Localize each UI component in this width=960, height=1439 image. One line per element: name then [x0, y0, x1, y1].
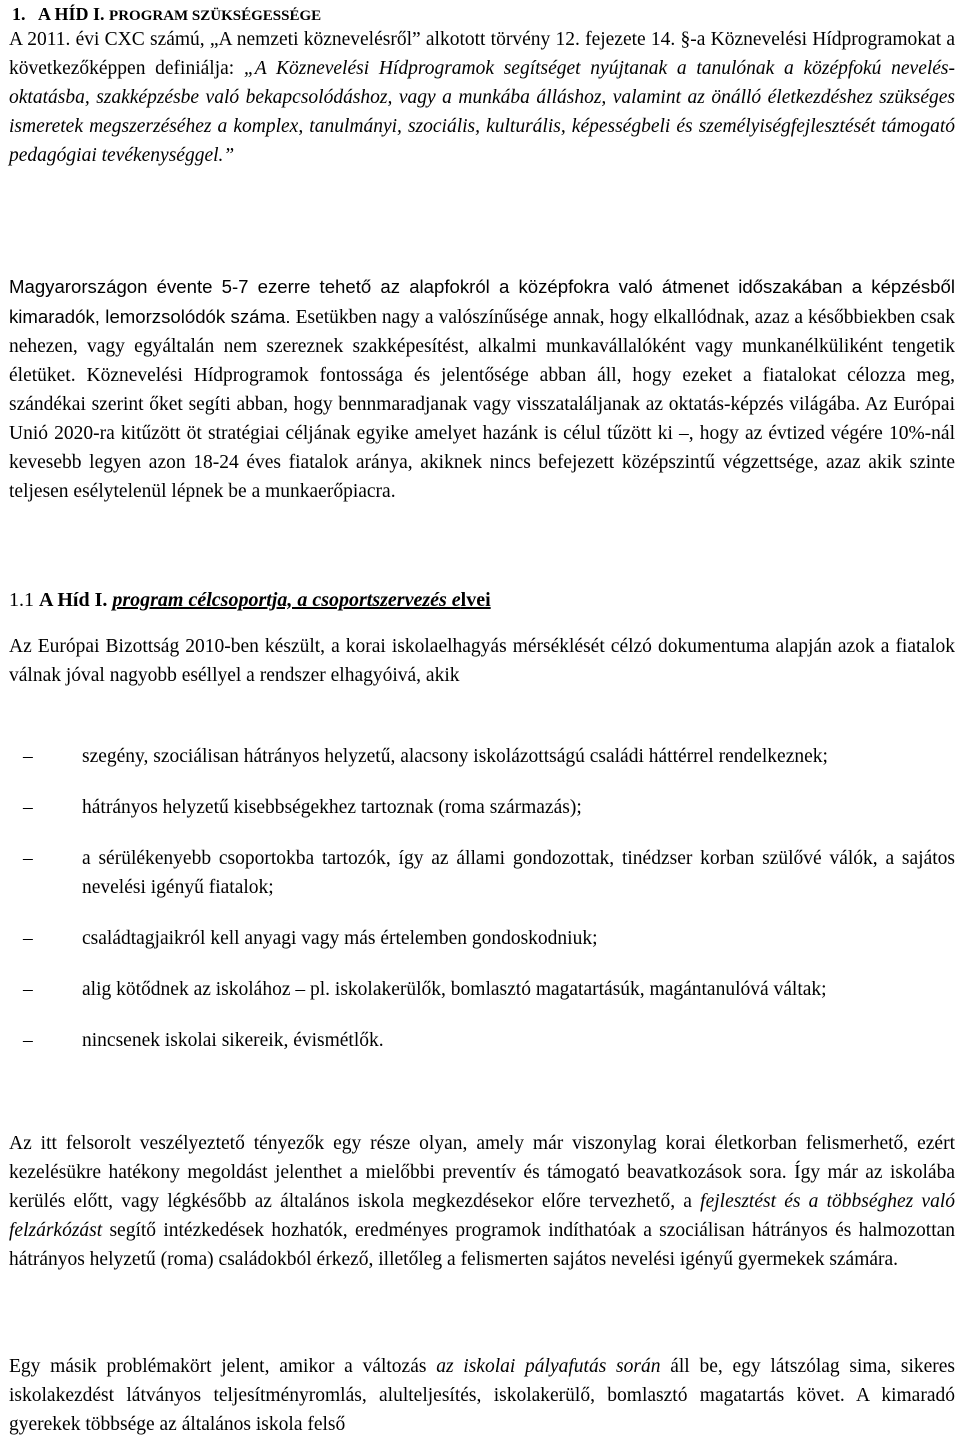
statistics-serif-text: Esetükben nagy a valószínűsége annak, hogy elkallódnak, azaz a későbbiekben csak nehezen, vagy egyáltalán nem szereznek szakképesítést, alkalmi munkavállalóként vagy munkanélküliként tengetik életüket. Köznevelési Hídprogramok fontossága és jelentősége abban áll, hogy ezeket a fiatalokat célozza meg, szándékai szerint őket segíti abban, hogy bennmaradjanak vagy visszataláljanak az oktatás-képzés világába. Az Európai Unió 2020-ra kitűzött öt stratégiai céljának egyike amelyet hazánk is célul tűzött ki –, hogy az évtized végére 10%-nál kevesebb legyen azon 18-24 éves fiatalok aránya, akiknek nincs befejezett középszintű végzettsége, azaz akik szinte teljesen esélytelenül lépnek be a munkaerőpiacra.: [9, 307, 956, 502]
risk-intro-paragraph: [9, 632, 955, 690]
risk-factor-list: [9, 742, 955, 1055]
dash-bullet: –: [23, 1030, 33, 1051]
section-title-italic: program célcsoportja, a csoportszervezés e: [112, 589, 461, 611]
school-career-text-2: áll be, egy látszólag sima, sikeres iskolakezdést látványos teljesítményromlás, alulteljesítés, iskolakerülő, bomlasztó magatartás követ. A kimaradó gyerekek többsége az általános iskola felső: [9, 1356, 956, 1435]
list-item: [9, 742, 955, 771]
list-item: [9, 844, 955, 902]
dash-bullet: –: [23, 797, 33, 818]
intro-quote: „A Köznevelési Hídprogramok segítséget nyújtanak a tanulónak a középfokú nevelés-oktatásba, szakképzésbe való bekapcsolódáshoz, vagy a munkába álláshoz, valamint az önálló életkezdéshez szükséges ismeretek megszerzéséhez a komplex, tanulmányi, szociális, kulturális, képességbeli és személyiségfejlesztését támogató pedagógiai tevékenységgel.”: [9, 58, 955, 166]
chapter-number: 1.: [12, 4, 26, 24]
list-item: [9, 924, 955, 953]
section-title-bold: A Híd I.: [39, 589, 108, 611]
list-item: [9, 1026, 955, 1055]
school-career-text-1: Egy másik problémakört jelent, amikor a változás: [9, 1356, 427, 1377]
list-item-text: szegény, szociálisan hátrányos helyzetű, alacsony iskolázottságú családi háttérrel rendelkeznek;: [82, 746, 828, 767]
intro-text: A 2011. évi CXC számú, „A nemzeti köznevelésről” alkotott törvény 12. fejezete 14. §-a Köznevelési Hídprogramokat a következőképpen definiálja:: [9, 29, 955, 79]
statistics-paragraph: [9, 272, 955, 506]
dash-bullet: –: [23, 848, 33, 869]
prevention-italic: fejlesztést és a többséghez való felzárkózást: [9, 1191, 956, 1241]
list-item-text: alig kötődnek az iskolához – pl. iskolakerülők, bomlasztó magatartásúk, magántanulóvá váltak;: [82, 979, 827, 1000]
risk-intro-text: Az Európai Bizottság 2010-ben készült, a korai iskolaelhagyás mérséklését célzó dokumentuma alapján azok a fiatalok válnak jóval nagyobb eséllyel a rendszer elhagyóivá, akik: [9, 636, 955, 686]
chapter-title-rest: PROGRAM SZÜKSÉGESSÉGE: [109, 8, 322, 24]
prevention-paragraph: [9, 1129, 955, 1274]
prevention-text-2: segítő intézkedések hozhatók, eredményes programok indíthatóak a szociálisan hátrányos és halmozottan hátrányos helyzetű (roma) családokból érkező, illetőleg a felismerten sajátos nevelési igényű gyermekek számára.: [9, 1220, 956, 1270]
list-item-text: hátrányos helyzetű kisebbségekhez tartoznak (roma származás);: [82, 797, 582, 818]
intro-paragraph: [9, 25, 955, 170]
list-item: [9, 793, 955, 822]
dash-bullet: –: [23, 746, 33, 767]
prevention-text-1: Az itt felsorolt veszélyeztető tényezők egy része olyan, amely már viszonylag korai életkorban felismerhető, ezért kezelésükre hatékony megoldást jelenthet a mielőbbi preventív és támogató beavatkozások sora. Így már az iskolába kerülés előtt, vagy légkésőbb az általános iskola megkezdésekor előre tervezhető, a: [9, 1133, 955, 1212]
list-item-text: családtagjaikról kell anyagi vagy más értelemben gondoskodniuk;: [82, 928, 598, 949]
dash-bullet: –: [23, 928, 33, 949]
dash-bullet: –: [23, 979, 33, 1000]
school-career-italic: az iskolai pályafutás során: [436, 1356, 661, 1377]
list-item-text: nincsenek iskolai sikereik, évismétlők.: [82, 1030, 384, 1051]
section-number: 1.1: [9, 589, 34, 611]
section-heading: [9, 585, 491, 615]
chapter-title-main: A HÍD I.: [38, 4, 105, 24]
list-item-text: a sérülékenyebb csoportokba tartozók, így az állami gondozottak, tinédzser korban szülővé válók, a sajátos nevelési igényű fiatalok;: [82, 848, 955, 898]
school-career-paragraph: [9, 1352, 955, 1439]
section-title-tail: lvei: [460, 589, 491, 611]
list-item: [9, 975, 955, 1004]
statistics-sans-text: Magyarországon évente 5-7 ezerre tehető az alapfokról a középfokra való átmenet időszakában a képzésből kimaradók, lemorzsolódók száma.: [9, 276, 955, 327]
